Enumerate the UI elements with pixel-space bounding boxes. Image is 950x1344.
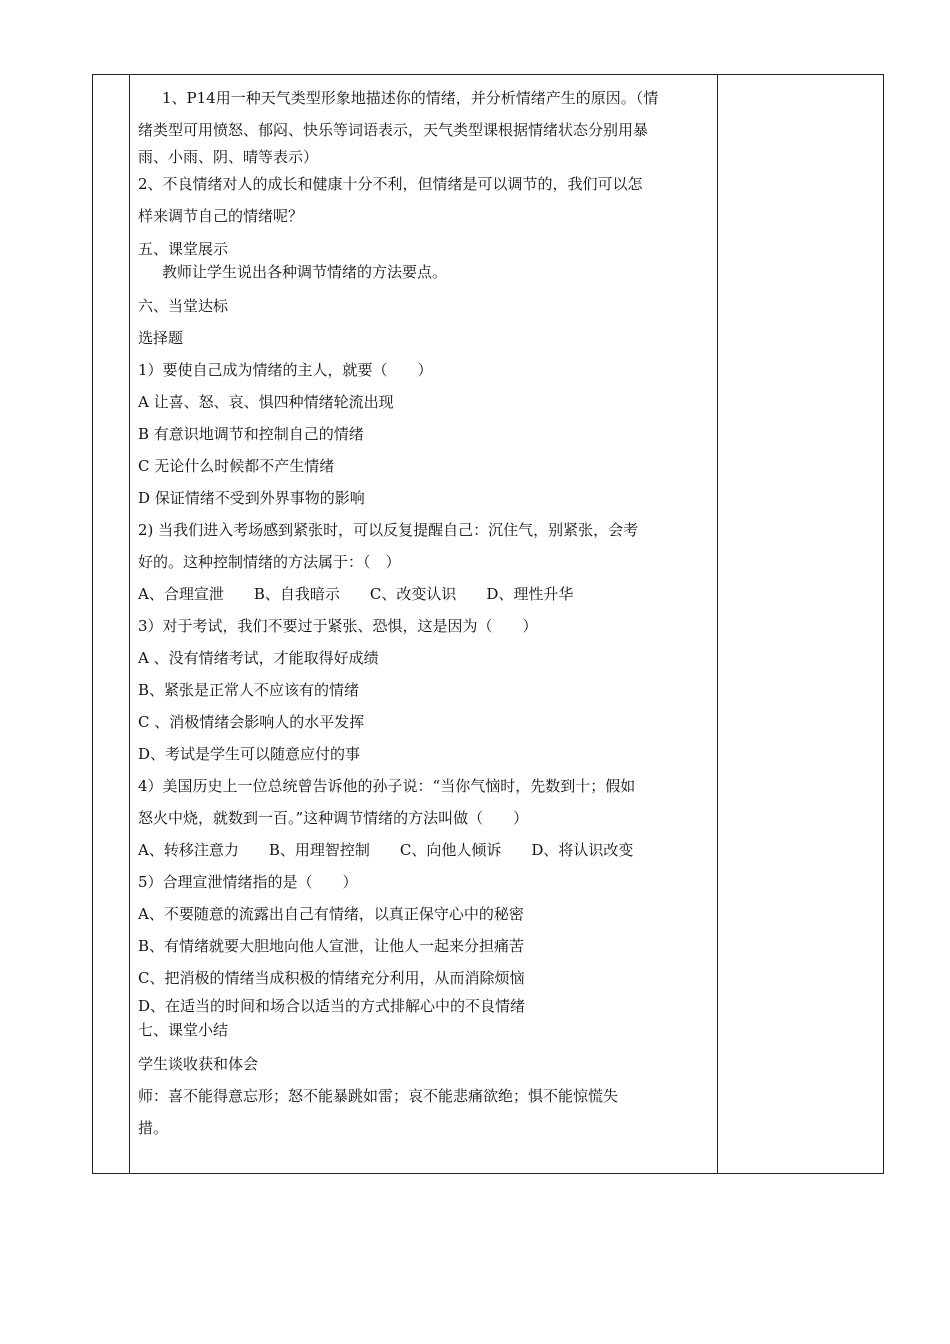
choice-3-option-d: D、考试是学生可以随意应付的事 — [138, 745, 361, 763]
choice-1-option-d: D 保证情绪不受到外界事物的影响 — [138, 489, 365, 507]
section-7-text: 学生谈收获和体会 — [138, 1055, 259, 1073]
choice-4-options: A、转移注意力 B、用理智控制 C、向他人倾诉 D、将认识改变 — [138, 841, 634, 859]
choice-5-option-d: D、在适当的时间和场合以适当的方式排解心中的不良情绪 — [138, 997, 526, 1015]
question-2-line: 样来调节自己的情绪呢？ — [138, 207, 304, 225]
choice-5-option-a: A、不要随意的流露出自己有情绪，以真正保守心中的秘密 — [138, 905, 524, 923]
question-1-line: 雨、小雨、阴、晴等表示） — [138, 148, 319, 166]
question-1-line: 绪类型可用愤怒、郁闷、快乐等词语表示，天气类型课根据情绪状态分别用暴 — [138, 121, 649, 139]
section-5-text: 教师让学生说出各种调节情绪的方法要点。 — [162, 263, 448, 281]
question-1-line: 1、P14用一种天气类型形象地描述你的情绪，并分析情绪产生的原因。（情 — [162, 89, 659, 107]
choice-3-option-a: A 、没有情绪考试，才能取得好成绩 — [138, 649, 379, 667]
choice-5-option-c: C、把消极的情绪当成积极的情绪充分利用，从而消除烦恼 — [138, 969, 525, 987]
column-divider-left — [129, 74, 130, 1174]
question-2-line: 2、不良情绪对人的成长和健康十分不利，但情绪是可以调节的，我们可以怎 — [138, 175, 643, 193]
choice-1-option-b: B 有意识地调节和控制自己的情绪 — [138, 425, 364, 443]
choice-2-question: 好的。这种控制情绪的方法属于：（ ） — [138, 553, 401, 571]
choice-3-option-c: C 、消极情绪会影响人的水平发挥 — [138, 713, 365, 731]
choice-3-option-b: B、紧张是正常人不应该有的情绪 — [138, 681, 360, 699]
choice-1-option-a: A 让喜、怒、哀、惧四种情绪轮流出现 — [138, 393, 394, 411]
section-7-text: 师：喜不能得意忘形；怒不能暴跳如雷；哀不能悲痛欲绝；惧不能惊慌失 — [138, 1087, 619, 1105]
choice-1-question: 1）要使自己成为情绪的主人，就要（ ） — [138, 361, 433, 379]
choice-3-question: 3）对于考试，我们不要过于紧张、恐惧，这是因为（ ） — [138, 617, 538, 635]
choice-5-option-b: B、有情绪就要大胆地向他人宣泄，让他人一起来分担痛苦 — [138, 937, 525, 955]
section-5-title: 五、课堂展示 — [138, 240, 229, 258]
choice-1-option-c: C 无论什么时候都不产生情绪 — [138, 457, 335, 475]
section-7-text: 措。 — [138, 1119, 169, 1137]
choice-2-options: A、合理宣泄 B、自我暗示 C、改变认识 D、理性升华 — [138, 585, 574, 603]
choice-4-question: 怒火中烧，就数到一百。”这种调节情绪的方法叫做（ ） — [138, 809, 529, 827]
section-6-title: 六、当堂达标 — [138, 297, 229, 315]
choice-4-question: 4）美国历史上一位总统曾告诉他的孙子说：“当你气恼时，先数到十；假如 — [138, 777, 636, 795]
column-divider-right — [717, 74, 718, 1174]
choice-5-question: 5）合理宣泄情绪指的是（ ） — [138, 873, 358, 891]
choice-title: 选择题 — [138, 329, 184, 347]
lesson-content — [138, 82, 713, 1144]
choice-2-question: 2) 当我们进入考场感到紧张时，可以反复提醒自己：沉住气，别紧张，会考 — [138, 521, 639, 539]
section-7-title: 七、课堂小结 — [138, 1021, 229, 1039]
